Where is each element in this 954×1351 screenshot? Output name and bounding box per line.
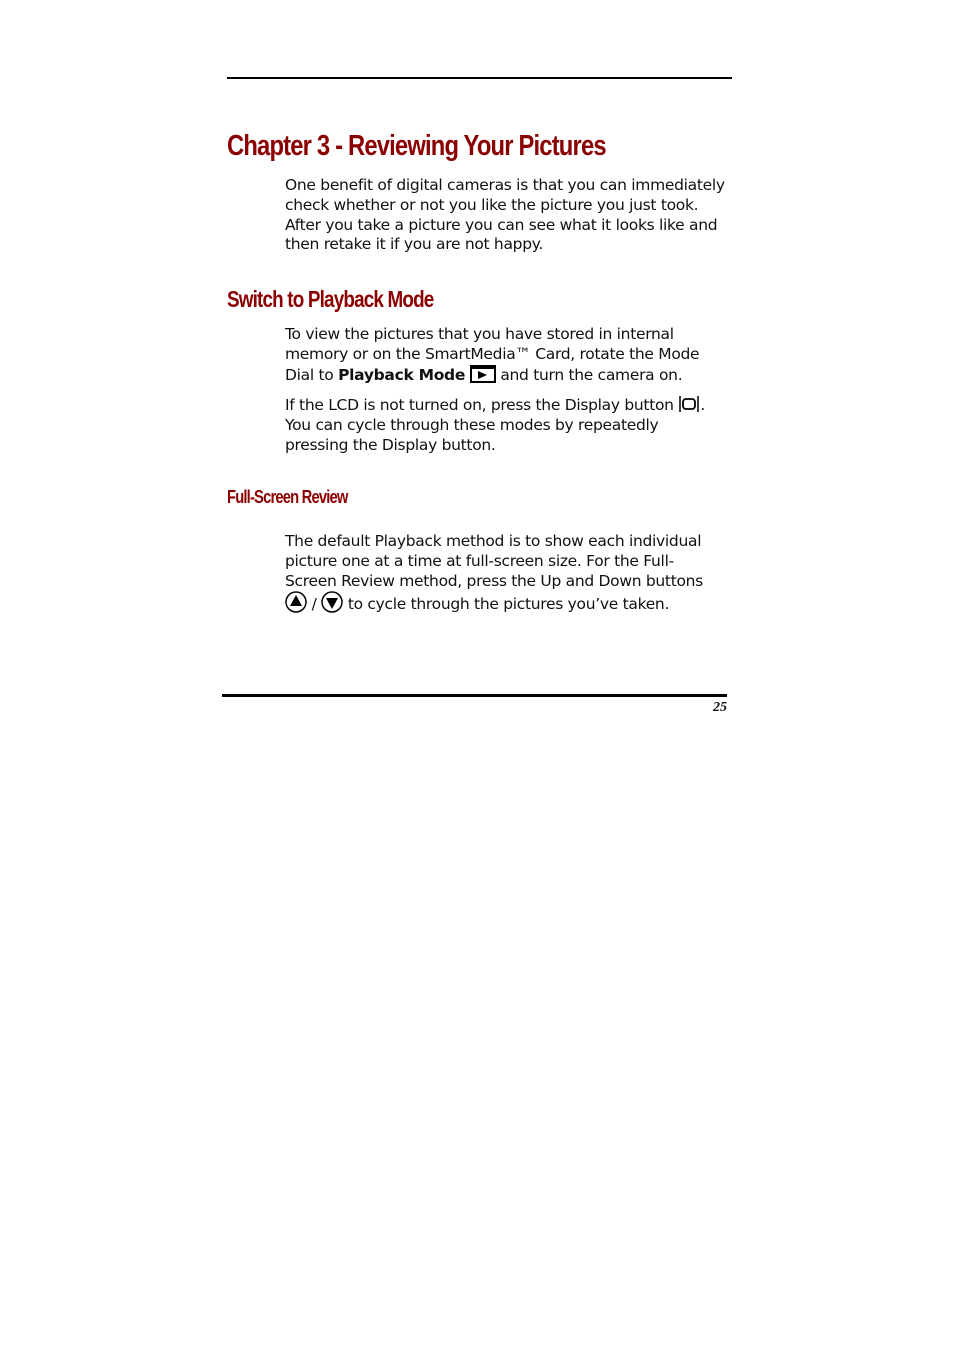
up-button-icon [285, 591, 307, 613]
playback-p2-after: . You can cycle through these modes by repeatedly pressing the Display button. [285, 396, 705, 454]
fullscreen-p1-after: to cycle through the pictures you’ve taken. [343, 595, 670, 614]
playback-p2-text: If the LCD is not turned on, press the Display button [285, 396, 674, 414]
playback-paragraph-2 [285, 395, 725, 455]
section-title-playback: Switch to Playback Mode [227, 286, 434, 312]
page-number: 25 [713, 700, 727, 715]
top-rule [227, 77, 732, 79]
playback-paragraph-1 [285, 325, 725, 385]
icon-separator: / [311, 595, 317, 614]
playback-p1-after: and turn the camera on. [495, 365, 683, 384]
playback-mode-icon [470, 365, 496, 383]
chapter-title: Chapter 3 - Reviewing Your Pictures [227, 130, 606, 162]
chapter-intro: One benefit of digital cameras is that you can immediately check whether or not you like the picture you just took. After you take a picture you can see what it looks like and then retake it if you are not happy. [285, 176, 725, 254]
footer-rule [222, 694, 727, 697]
section-title-fullscreen: Full-Screen Review [227, 487, 348, 507]
display-button-icon [678, 395, 700, 413]
down-button-icon [321, 591, 343, 613]
playback-mode-label: Playback Mode [338, 365, 466, 384]
playback-p1-text: To view the pictures that you have stored in internal memory or on the SmartMedia™ Card, rotate the Mode Dial to [285, 325, 700, 384]
fullscreen-p1-text: The default Playback method is to show each individual picture one at a time at full-screen size. For the Full-Screen Review method, press the Up and Down buttons [285, 532, 703, 590]
fullscreen-paragraph [285, 532, 725, 615]
